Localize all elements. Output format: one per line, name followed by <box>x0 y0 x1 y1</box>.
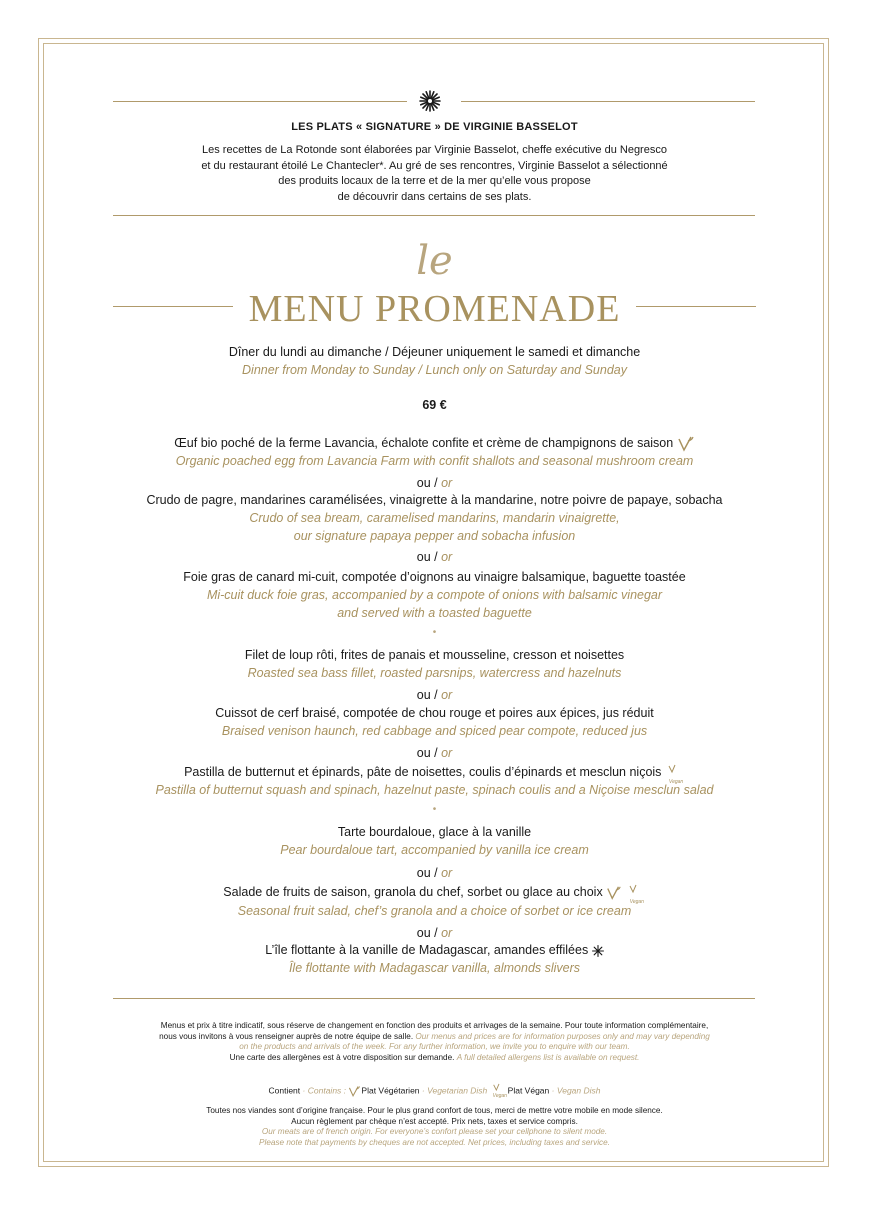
top-rule-left <box>113 101 407 102</box>
dish-4-en: Roasted sea bass fillet, roasted parsnips, watercress and hazelnuts <box>247 666 622 680</box>
footer-info: Menus et prix à titre indicatif, sous réserve de changement en fonction des produits et arrivages de la semaine. Pour toute information complémentaire, nous vous invitons à vous renseigner auprès de notre équipe de salle. Our menus and prices are for information purposes only and may vary depending on the products and arrivals of the week. For any further information, we invite you to enquire with our team. Une carte des allergènes est à votre disposition sur demande. A full detailed allergens list is available on request. <box>159 1021 710 1062</box>
vegan-icon: Vegan <box>626 884 646 902</box>
dish-4-fr: Filet de loup rôti, frites de panais et mousseline, cresson et noisettes <box>244 648 625 662</box>
dish-6-en: Pastilla of butternut squash and spinach, hazelnut paste, spinach coulis and a Niçoise mesclun salad <box>155 783 714 797</box>
or-separator: ou / or <box>416 926 453 940</box>
course-bullet: • <box>432 804 437 815</box>
dish-1-en: Organic poached egg from Lavancia Farm with confit shallots and seasonal mushroom cream <box>175 454 694 468</box>
dish-2-fr: Crudo de pagre, mandarines caramélisées, vinaigrette à la mandarine, notre poivre de papaye, sobacha <box>146 493 723 507</box>
signature-text: Les recettes de La Rotonde sont élaborées par Virginie Basselot, cheffe exécutive du Negresco et du restaurant étoilé Le Chantecler*. Au gré de ses rencontres, Virginie Basselot a sélectionné des produits locaux de la terre et de la mer qu’elle vous propose de découvrir dans certains de ses plats. <box>201 144 668 203</box>
dish-6-fr: Pastilla de butternut et épinards, pâte de noisettes, coulis d’épinards et mesclun niçois Vegan <box>184 765 684 785</box>
signature-bottom-rule <box>113 215 755 216</box>
or-separator: ou / or <box>416 866 453 880</box>
footer-notes: Toutes nos viandes sont d’origine française. Pour le plus grand confort de tous, merci de mettre votre mobile en mode silence. Aucun règlement par chèque n’est accepté. Prix nets, taxes et service compris. Our meats are of french origin. For everyone’s confort please set your cellphone to silent mode. Please note that payments by cheques are not accepted. Net prices, including taxes and service. <box>206 1106 663 1147</box>
vegetarian-icon <box>606 885 622 901</box>
dish-5-fr: Cuissot de cerf braisé, compotée de chou rouge et poires aux épices, jus réduit <box>215 706 654 720</box>
vegan-icon: Vegan <box>490 1083 508 1099</box>
menu-le-script: le <box>416 238 453 284</box>
menu-bottom-rule <box>113 998 755 999</box>
dish-7-fr: Tarte bourdaloue, glace à la vanille <box>337 825 532 839</box>
vegetarian-icon <box>348 1084 361 1099</box>
dish-1-fr: Œuf bio poché de la ferme Lavancia, échalote confite et crème de champignons de saison <box>0 434 869 453</box>
dish-9-en: Île flottante with Madagascar vanilla, almonds slivers <box>288 961 581 975</box>
vegan-icon: Vegan <box>665 764 685 782</box>
dish-3-en-2: and served with a toasted baguette <box>337 606 532 620</box>
or-separator: ou / or <box>416 550 453 564</box>
menu-price: 69 € <box>422 398 447 412</box>
dish-9-fr: L’île flottante à la vanille de Madagascar, amandes effilées <box>0 941 869 959</box>
top-rule-right <box>461 101 755 102</box>
dish-2-en-2: our signature papaya pepper and sobacha infusion <box>293 529 576 543</box>
signature-title: LES PLATS « SIGNATURE » DE VIRGINIE BASSELOT <box>291 121 578 133</box>
dish-8-fr: Salade de fruits de saison, granola du chef, sorbet ou glace au choix Vegan <box>223 885 644 905</box>
or-separator: ou / or <box>416 688 453 702</box>
sunburst-ornament-icon <box>419 90 441 112</box>
dish-2-en-1: Crudo of sea bream, caramelised mandarins, mandarin vinaigrette, <box>249 511 620 525</box>
or-separator: ou / or <box>416 476 453 490</box>
or-separator: ou / or <box>416 746 453 760</box>
dish-5-en: Braised venison haunch, red cabbage and spiced pear compote, reduced jus <box>221 724 648 738</box>
dish-3-en-1: Mi-cuit duck foie gras, accompanied by a compote of onions with balsamic vinegar <box>206 588 663 602</box>
footer-legend: Contient · Contains : Plat Végétarien · Vegetarian Dish Vegan Plat Végan · Vegan Dish <box>0 1083 869 1099</box>
dish-7-en: Pear bourdaloue tart, accompanied by vanilla ice cream <box>280 843 589 857</box>
schedule-fr: Dîner du lundi au dimanche / Déjeuner uniquement le samedi et dimanche <box>228 345 641 359</box>
menu-title: MENU PROMENADE <box>248 288 621 330</box>
dish-8-en: Seasonal fruit salad, chef’s granola and a choice of sorbet or ice cream <box>237 904 632 918</box>
schedule-en: Dinner from Monday to Sunday / Lunch only on Saturday and Sunday <box>242 363 627 377</box>
vegetarian-icon <box>677 435 695 453</box>
dish-3-fr: Foie gras de canard mi-cuit, compotée d’oignons au vinaigre balsamique, baguette toastée <box>183 570 686 584</box>
signature-dish-icon <box>592 945 604 957</box>
course-bullet: • <box>432 627 437 638</box>
